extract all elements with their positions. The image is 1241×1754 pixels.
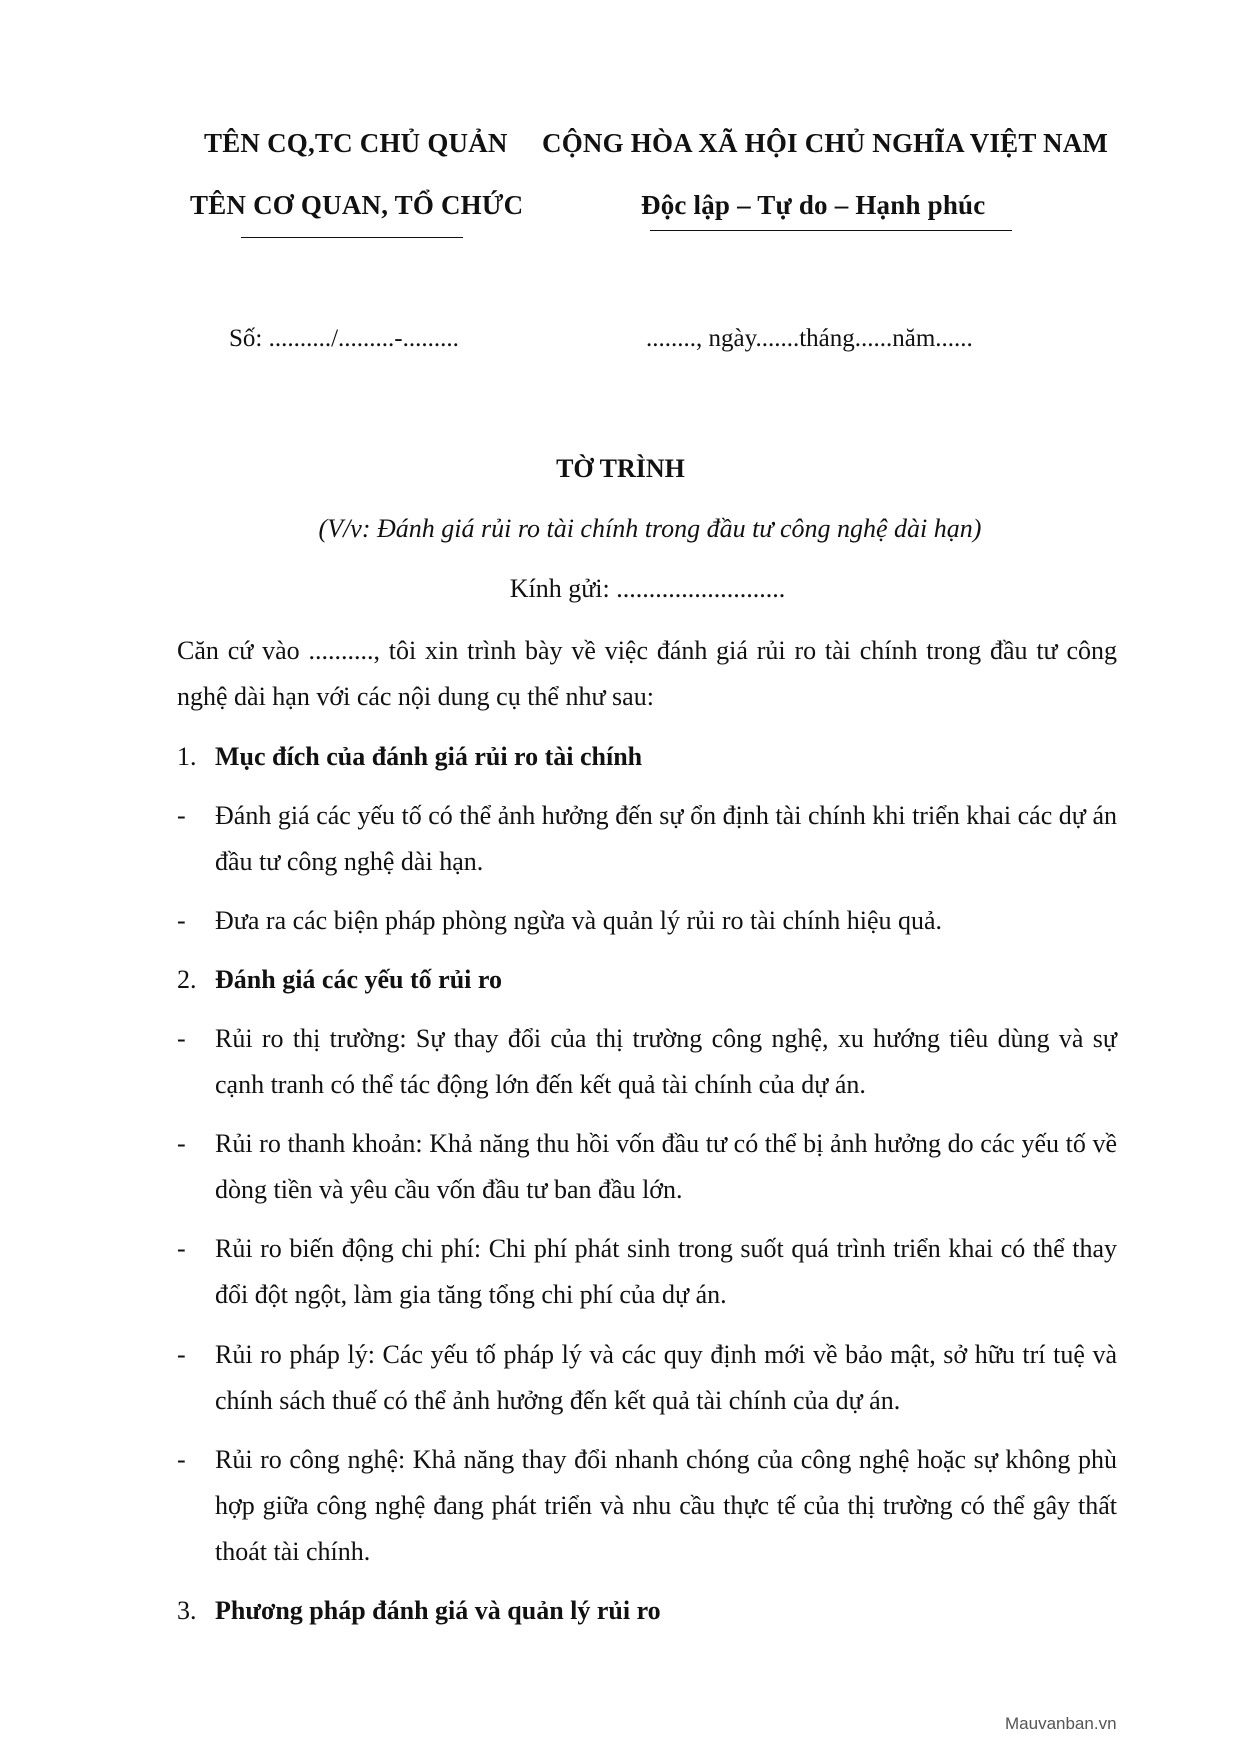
national-motto: Độc lập – Tự do – Hạnh phúc: [641, 190, 986, 220]
bullet-dash: -: [177, 1129, 186, 1158]
section-number: 2.: [177, 965, 197, 994]
list-item: [177, 898, 1117, 944]
list-item-text: Đánh giá các yếu tố có thể ảnh hưởng đến sự ổn định tài chính khi triển khai các dự án đầu tư công nghệ dài hạn.: [215, 801, 1117, 876]
list-item-text: Đưa ra các biện pháp phòng ngừa và quản lý rủi ro tài chính hiệu quả.: [215, 906, 943, 935]
list-item-text: Rủi ro pháp lý: Các yếu tố pháp lý và các quy định mới về bảo mật, sở hữu trí tuệ và chính sách thuế có thể ảnh hưởng đến kết quả tài chính của dự án.: [215, 1340, 1117, 1415]
document-subject: (V/v: Đánh giá rủi ro tài chính trong đầu tư công nghệ dài hạn): [318, 514, 982, 543]
bullet-dash: -: [177, 1024, 186, 1053]
list-item: [177, 1332, 1117, 1424]
list-item: [177, 1016, 1117, 1108]
list-item-text: Rủi ro thị trường: Sự thay đổi của thị trường công nghệ, xu hướng tiêu dùng và sự cạnh tranh có thể tác động lớn đến kết quả tài chính của dự án.: [215, 1024, 1117, 1099]
list-item: [177, 793, 1117, 885]
list-item: [177, 1226, 1117, 1318]
bullet-dash: -: [177, 906, 186, 935]
section-title: Mục đích của đánh giá rủi ro tài chính: [215, 742, 643, 771]
bullet-dash: -: [177, 1234, 186, 1263]
document-recipient: Kính gửi: ..........................: [509, 574, 786, 603]
document-number: Số: ........../.........-.........: [229, 325, 459, 352]
agency-name: TÊN CƠ QUAN, TỔ CHỨC: [190, 190, 524, 220]
list-item: [177, 1437, 1117, 1575]
agency-underline: [241, 237, 463, 238]
agency-parent-name: TÊN CQ,TC CHỦ QUẢN: [204, 128, 508, 158]
section-heading: [177, 734, 1117, 780]
section-number: 1.: [177, 742, 197, 771]
bullet-dash: -: [177, 1340, 186, 1369]
section-heading: [177, 1588, 1117, 1634]
bullet-dash: -: [177, 801, 186, 830]
list-item: [177, 1121, 1117, 1213]
intro-paragraph: Căn cứ vào .........., tôi xin trình bày về việc đánh giá rủi ro tài chính trong đầu tư công nghệ dài hạn với các nội dung cụ thể như sau:: [177, 636, 1117, 711]
country-name: CỘNG HÒA XÃ HỘI CHỦ NGHĨA VIỆT NAM: [542, 128, 1109, 158]
document-date-place: ........, ngày.......tháng......năm......: [646, 325, 973, 352]
section-heading: [177, 957, 1117, 1003]
site-watermark: Mauvanban.vn: [1005, 1714, 1117, 1733]
bullet-dash: -: [177, 1445, 186, 1474]
list-item-text: Rủi ro thanh khoản: Khả năng thu hồi vốn đầu tư có thể bị ảnh hưởng do các yếu tố về dòng tiền và yêu cầu vốn đầu tư ban đầu lớn.: [215, 1129, 1117, 1204]
section-title: Phương pháp đánh giá và quản lý rủi ro: [215, 1596, 661, 1625]
list-item-text: Rủi ro biến động chi phí: Chi phí phát sinh trong suốt quá trình triển khai có thể thay đổi đột ngột, làm gia tăng tổng chi phí của dự án.: [215, 1234, 1117, 1309]
motto-underline: [650, 230, 1012, 231]
list-item-text: Rủi ro công nghệ: Khả năng thay đổi nhanh chóng của công nghệ hoặc sự không phù hợp giữa công nghệ đang phát triển và nhu cầu thực tế của thị trường có thể gây thất thoát tài chính.: [215, 1445, 1117, 1566]
section-number: 3.: [177, 1596, 197, 1625]
section-title: Đánh giá các yếu tố rủi ro: [215, 965, 502, 994]
document-title: TỜ TRÌNH: [556, 454, 685, 483]
